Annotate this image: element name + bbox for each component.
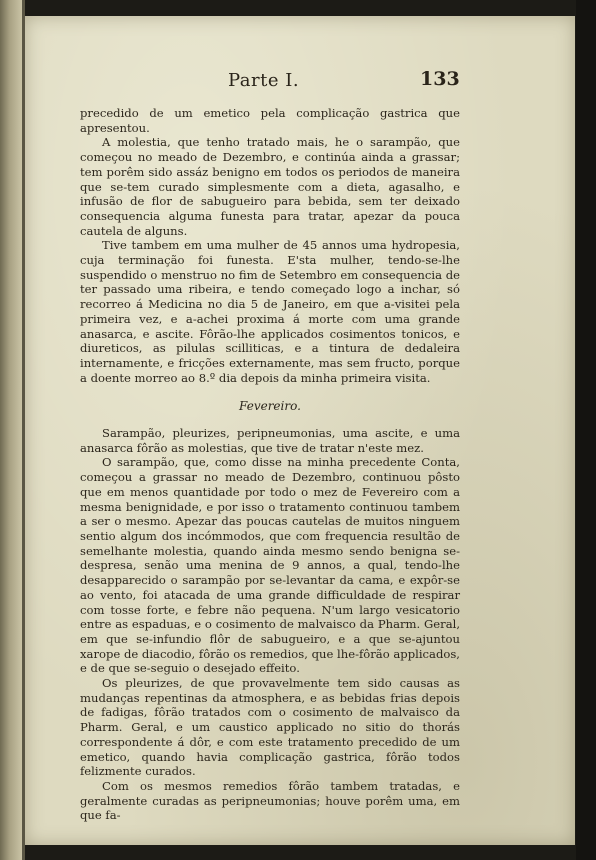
scan-border [576, 0, 596, 860]
paragraph-february-summary: Sarampão, pleurizes, peripneumonias, uma ascite, e uma anasarca fôrão as molestias, que tive de tratar n'este mez. [80, 426, 460, 455]
paragraph-february-measles: O sarampão, que, como disse na minha precedente Conta, começou a grassar no meado de Dezembro, continuou pôsto que em menos quantidade por todo o mez de Fevereiro com a mesma benignidade, e por isso o tratamento continuou tambem a ser o mesmo. Apezar das poucas cautelas de muitos ninguem sentio algum dos incómmodos, que com frequencia resultão de semelhante molestia, quando ainda mesmo sendo benigna se-despresa, senão uma menina de 9 annos, a qual, tendo-lhe desapparecido o sarampão por se-levantar da cama, e expôr-se ao vento, foi atacada de uma grande difficuldade de respirar com tosse forte, e febre não pequena. N'um largo vesicatorio entre as espaduas, e o cosimento de malvaisco da Pharm. Geral, em que se-infundio flôr de sabugueiro, e a que se-ajuntou xarope de diacodio, fôrão os remedios, que lhe-fôrão applicados, e de que se-seguio o desejado effeito. [80, 455, 460, 676]
page-number: 133 [420, 68, 460, 90]
paragraph-continuation: precedido de um emetico pela complicação gastrica que apresentou. [80, 106, 460, 135]
paragraph-peripneumonia: Com os mesmos remedios fôrão tambem tratadas, e geralmente curadas as peripneumonias; houve porêm uma, em que fa- [80, 778, 460, 823]
paragraph-measles: A molestia, que tenho tratado mais, he o sarampão, que começou no meado de Dezembro, e continúa ainda a grassar; tem porêm sido assáz benigno em todos os periodos de maneira que se-tem curado simplesmente com a dieta, agasalho, e infusão de flor de sabugueiro para bebida, sem ter deixado consequencia alguma funesta para tratar, apezar da pouca cautela de alguns. [80, 135, 460, 238]
running-head: Parte I. [228, 70, 300, 91]
section-heading-february: Fevereiro. [239, 399, 301, 414]
paragraph-hydropsy: Tive tambem em uma mulher de 45 annos uma hydropesia, cuja terminação foi funesta. E'sta mulher, tendo-se-lhe suspendido o menstruo no fim de Setembro em consequencia de ter passado uma ribeira, e tendo começado logo a inchar, só recorreo á Medicina no dia 5 de Janeiro, em que a-visitei pela primeira vez, e a-achei proxima á morte com uma grande anasarca, e ascite. Fôrão-lhe applicados cosimentos tonicos, e diureticos, as pilulas scilliticas, e a tintura de dedaleira internamente, e fricções externamente, mas sem fructo, porque a doente morreo ao 8.º dia depois da minha primeira visita. [80, 238, 460, 385]
book-spine [0, 0, 24, 860]
page-body [80, 106, 460, 823]
paragraph-pleurisy: Os pleurizes, de que provavelmente tem sido causas as mudanças repentinas da atmosphera, e as bebidas frias depois de fadigas, fôrão tratados com o cosimento de malvaisco da Pharm. Geral, e um caustico applicado no sitio do thorás correspondente á dôr, e com este tratamento precedido de um emetico, quando havia complicação gastrica, fôrão todos felizmente curados. [80, 676, 460, 779]
page-header [80, 62, 460, 92]
